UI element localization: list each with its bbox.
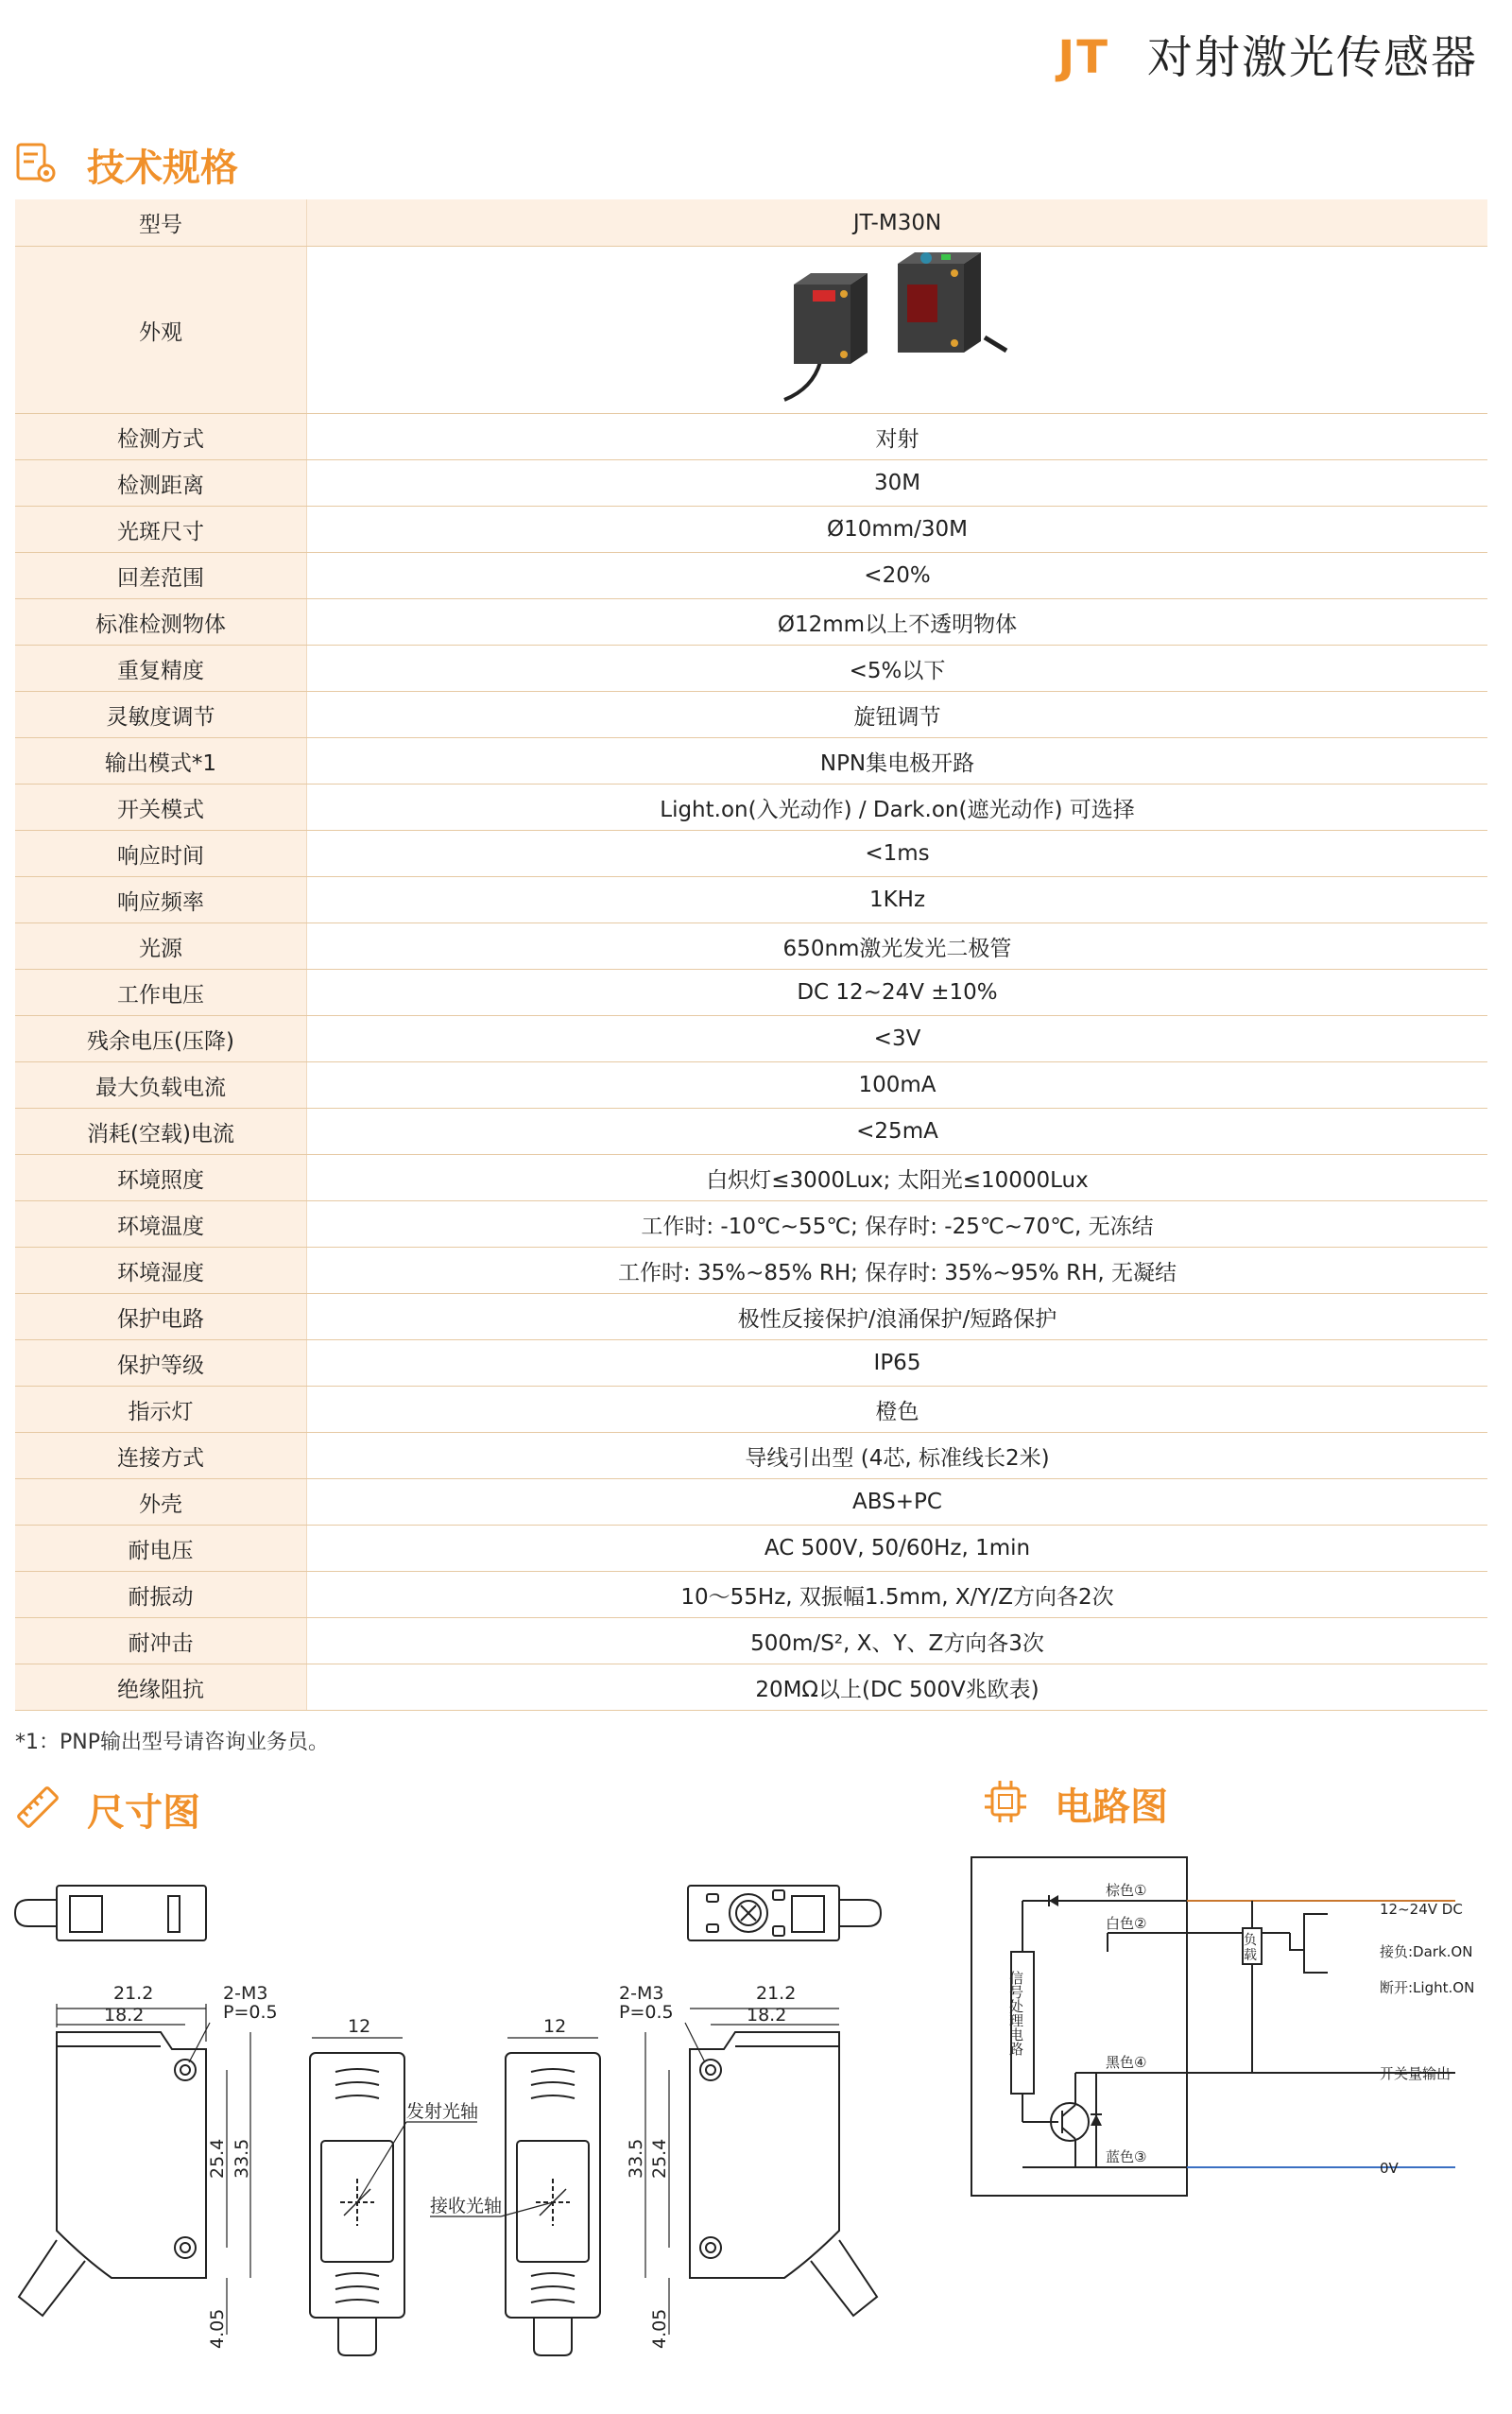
right-side-view (690, 2032, 877, 2316)
wire-brown-label: 棕色① (1106, 1882, 1147, 1899)
spec-value: Light.on(入光动作) / Dark.on(遮光动作) 可选择 (307, 785, 1488, 831)
spec-label: 输出模式*1 (15, 738, 307, 785)
table-row (15, 1618, 1487, 1664)
table-row (15, 1526, 1487, 1572)
spec-value: 工作时: 35%~85% RH; 保存时: 35%~95% RH, 无凝结 (307, 1248, 1488, 1294)
page-title (1057, 21, 1478, 86)
dimension-section-title: 尺寸图 (87, 1791, 200, 1835)
spec-label: 重复精度 (15, 646, 307, 692)
spec-label: 环境温度 (15, 1201, 307, 1248)
spec-label: 指示灯 (15, 1387, 307, 1433)
light-on-label: 断开:Light.ON (1380, 1979, 1475, 1996)
table-row (15, 507, 1487, 553)
spec-value: ABS+PC (307, 1479, 1488, 1526)
spec-label: 耐冲击 (15, 1618, 307, 1664)
table-row (15, 1248, 1487, 1294)
spec-value: <20% (307, 553, 1488, 599)
receiver-axis-label: 接收光轴 (430, 2196, 503, 2216)
spec-value: 橙色 (307, 1387, 1488, 1433)
dimension-drawing (0, 1853, 907, 2401)
spec-value: 500m/S², X、Y、Z方向各3次 (307, 1618, 1488, 1664)
spec-label: 残余电压(压降) (15, 1016, 307, 1062)
table-row (15, 738, 1487, 785)
spec-value: 导线引出型 (4芯, 标准线长2米) (307, 1433, 1488, 1479)
spec-value: <3V (307, 1016, 1488, 1062)
table-row (15, 1479, 1487, 1526)
zero-volt-label: 0V (1380, 2160, 1399, 2177)
table-row (15, 646, 1487, 692)
circuit-diagram (964, 1848, 1512, 2245)
spec-value: JT-M30N (307, 199, 1488, 247)
dim-cable-right: 4.05 (649, 2308, 670, 2349)
table-row (15, 831, 1487, 877)
footnote: *1：PNP输出型号请咨询业务员。 (15, 1731, 329, 1754)
table-row (15, 1664, 1487, 1711)
spec-label: 连接方式 (15, 1433, 307, 1479)
table-row (15, 1155, 1487, 1201)
load-char-1: 负 (1244, 1933, 1257, 1948)
spec-value: NPN集电极开路 (307, 738, 1488, 785)
table-row (15, 1387, 1487, 1433)
spec-label: 回差范围 (15, 553, 307, 599)
table-row (15, 1016, 1487, 1062)
spec-label: 光斑尺寸 (15, 507, 307, 553)
table-row (15, 247, 1487, 414)
right-top-view (688, 1886, 881, 1940)
spec-value: <5%以下 (307, 646, 1488, 692)
dim-width-inner: 18.2 (104, 2005, 145, 2026)
document-gear-icon (15, 142, 59, 185)
dim-cable: 4.05 (207, 2308, 228, 2349)
table-row (15, 1062, 1487, 1109)
spec-label: 标准检测物体 (15, 599, 307, 646)
dim-height-inner: 25.4 (207, 2138, 228, 2179)
spec-table (15, 199, 1487, 1711)
processing-label: 信号处理电路 (1007, 1971, 1024, 2056)
spec-label: 耐振动 (15, 1572, 307, 1618)
dim-width-side-right: 12 (543, 2016, 567, 2037)
wire-black-label: 黑色④ (1106, 2054, 1147, 2071)
dim-width-outer-right: 21.2 (756, 1983, 797, 2004)
left-top-view (15, 1886, 206, 1940)
emitter-front-view (310, 2053, 404, 2355)
spec-label: 消耗(空载)电流 (15, 1109, 307, 1155)
spec-value: AC 500V, 50/60Hz, 1min (307, 1526, 1488, 1572)
dim-screw-right: 2-M3 (619, 1983, 664, 2004)
circuit-section-title: 电路图 (1055, 1785, 1168, 1829)
spec-value: 工作时: -10℃~55℃; 保存时: -25℃~70℃, 无冻结 (307, 1201, 1488, 1248)
dark-on-label: 接负:Dark.ON (1380, 1943, 1473, 1960)
spec-label: 响应频率 (15, 877, 307, 923)
spec-label: 检测方式 (15, 414, 307, 460)
spec-value: <25mA (307, 1109, 1488, 1155)
chip-icon (983, 1779, 1028, 1824)
dim-screw: 2-M3 (223, 1983, 268, 2004)
dim-width-inner-right: 18.2 (747, 2005, 787, 2026)
left-side-view (19, 2032, 206, 2316)
output-label: 开关量输出 (1380, 2065, 1452, 2082)
spec-label: 环境湿度 (15, 1248, 307, 1294)
table-row (15, 599, 1487, 646)
table-row (15, 414, 1487, 460)
table-row (15, 199, 1487, 247)
spec-label: 型号 (15, 199, 307, 247)
spec-value: IP65 (307, 1340, 1488, 1387)
table-row (15, 1433, 1487, 1479)
load-char-2: 载 (1244, 1948, 1257, 1963)
spec-value: 30M (307, 460, 1488, 507)
spec-label: 开关模式 (15, 785, 307, 831)
table-row (15, 1201, 1487, 1248)
dim-width-outer: 21.2 (113, 1983, 154, 2004)
spec-value: <1ms (307, 831, 1488, 877)
spec-value: DC 12~24V ±10% (307, 970, 1488, 1016)
table-row (15, 1572, 1487, 1618)
wire-blue-label: 蓝色③ (1106, 2148, 1147, 2165)
spec-label: 光源 (15, 923, 307, 970)
spec-value: 1KHz (307, 877, 1488, 923)
dim-height-outer: 33.5 (232, 2138, 252, 2179)
spec-value: 对射 (307, 414, 1488, 460)
spec-section-title: 技术规格 (87, 147, 238, 190)
dim-height-inner-right: 25.4 (649, 2138, 670, 2179)
dim-pitch: P=0.5 (223, 2002, 278, 2023)
spec-label: 保护电路 (15, 1294, 307, 1340)
spec-label: 外壳 (15, 1479, 307, 1526)
table-row (15, 970, 1487, 1016)
table-row (15, 785, 1487, 831)
receiver-front-view (506, 2053, 600, 2355)
table-row (15, 692, 1487, 738)
spec-value: 白炽灯≤3000Lux; 太阳光≤10000Lux (307, 1155, 1488, 1201)
table-row (15, 1294, 1487, 1340)
spec-value: 旋钮调节 (307, 692, 1488, 738)
spec-label: 检测距离 (15, 460, 307, 507)
spec-label: 保护等级 (15, 1340, 307, 1387)
spec-value: Ø12mm以上不透明物体 (307, 599, 1488, 646)
spec-label: 灵敏度调节 (15, 692, 307, 738)
dim-width-side-left: 12 (348, 2016, 371, 2037)
spec-value: 20MΩ以上(DC 500V兆欧表) (307, 1664, 1488, 1711)
table-row (15, 877, 1487, 923)
spec-label: 响应时间 (15, 831, 307, 877)
table-row (15, 460, 1487, 507)
ruler-icon (15, 1785, 60, 1830)
supply-label: 12~24V DC (1380, 1901, 1463, 1918)
spec-value: Ø10mm/30M (307, 507, 1488, 553)
table-row (15, 553, 1487, 599)
table-row (15, 1340, 1487, 1387)
spec-value: 100mA (307, 1062, 1488, 1109)
dim-pitch-right: P=0.5 (619, 2002, 674, 2023)
spec-label: 耐电压 (15, 1526, 307, 1572)
brand-label: JT (1057, 31, 1109, 84)
spec-label: 外观 (15, 247, 307, 414)
wire-white-label: 白色② (1106, 1915, 1147, 1932)
table-row (15, 923, 1487, 970)
spec-label: 环境照度 (15, 1155, 307, 1201)
appearance-cell (307, 247, 1488, 414)
spec-label: 工作电压 (15, 970, 307, 1016)
spec-value: 650nm激光发光二极管 (307, 923, 1488, 970)
table-row (15, 1109, 1487, 1155)
product-title: 对射激光传感器 (1146, 31, 1478, 84)
dim-height-outer-right: 33.5 (626, 2138, 646, 2179)
emitter-axis-label: 发射光轴 (406, 2101, 479, 2122)
spec-label: 绝缘阻抗 (15, 1664, 307, 1711)
spec-label: 最大负载电流 (15, 1062, 307, 1109)
product-image (775, 247, 1021, 407)
spec-value: 10～55Hz, 双振幅1.5mm, X/Y/Z方向各2次 (307, 1572, 1488, 1618)
spec-value: 极性反接保护/浪涌保护/短路保护 (307, 1294, 1488, 1340)
